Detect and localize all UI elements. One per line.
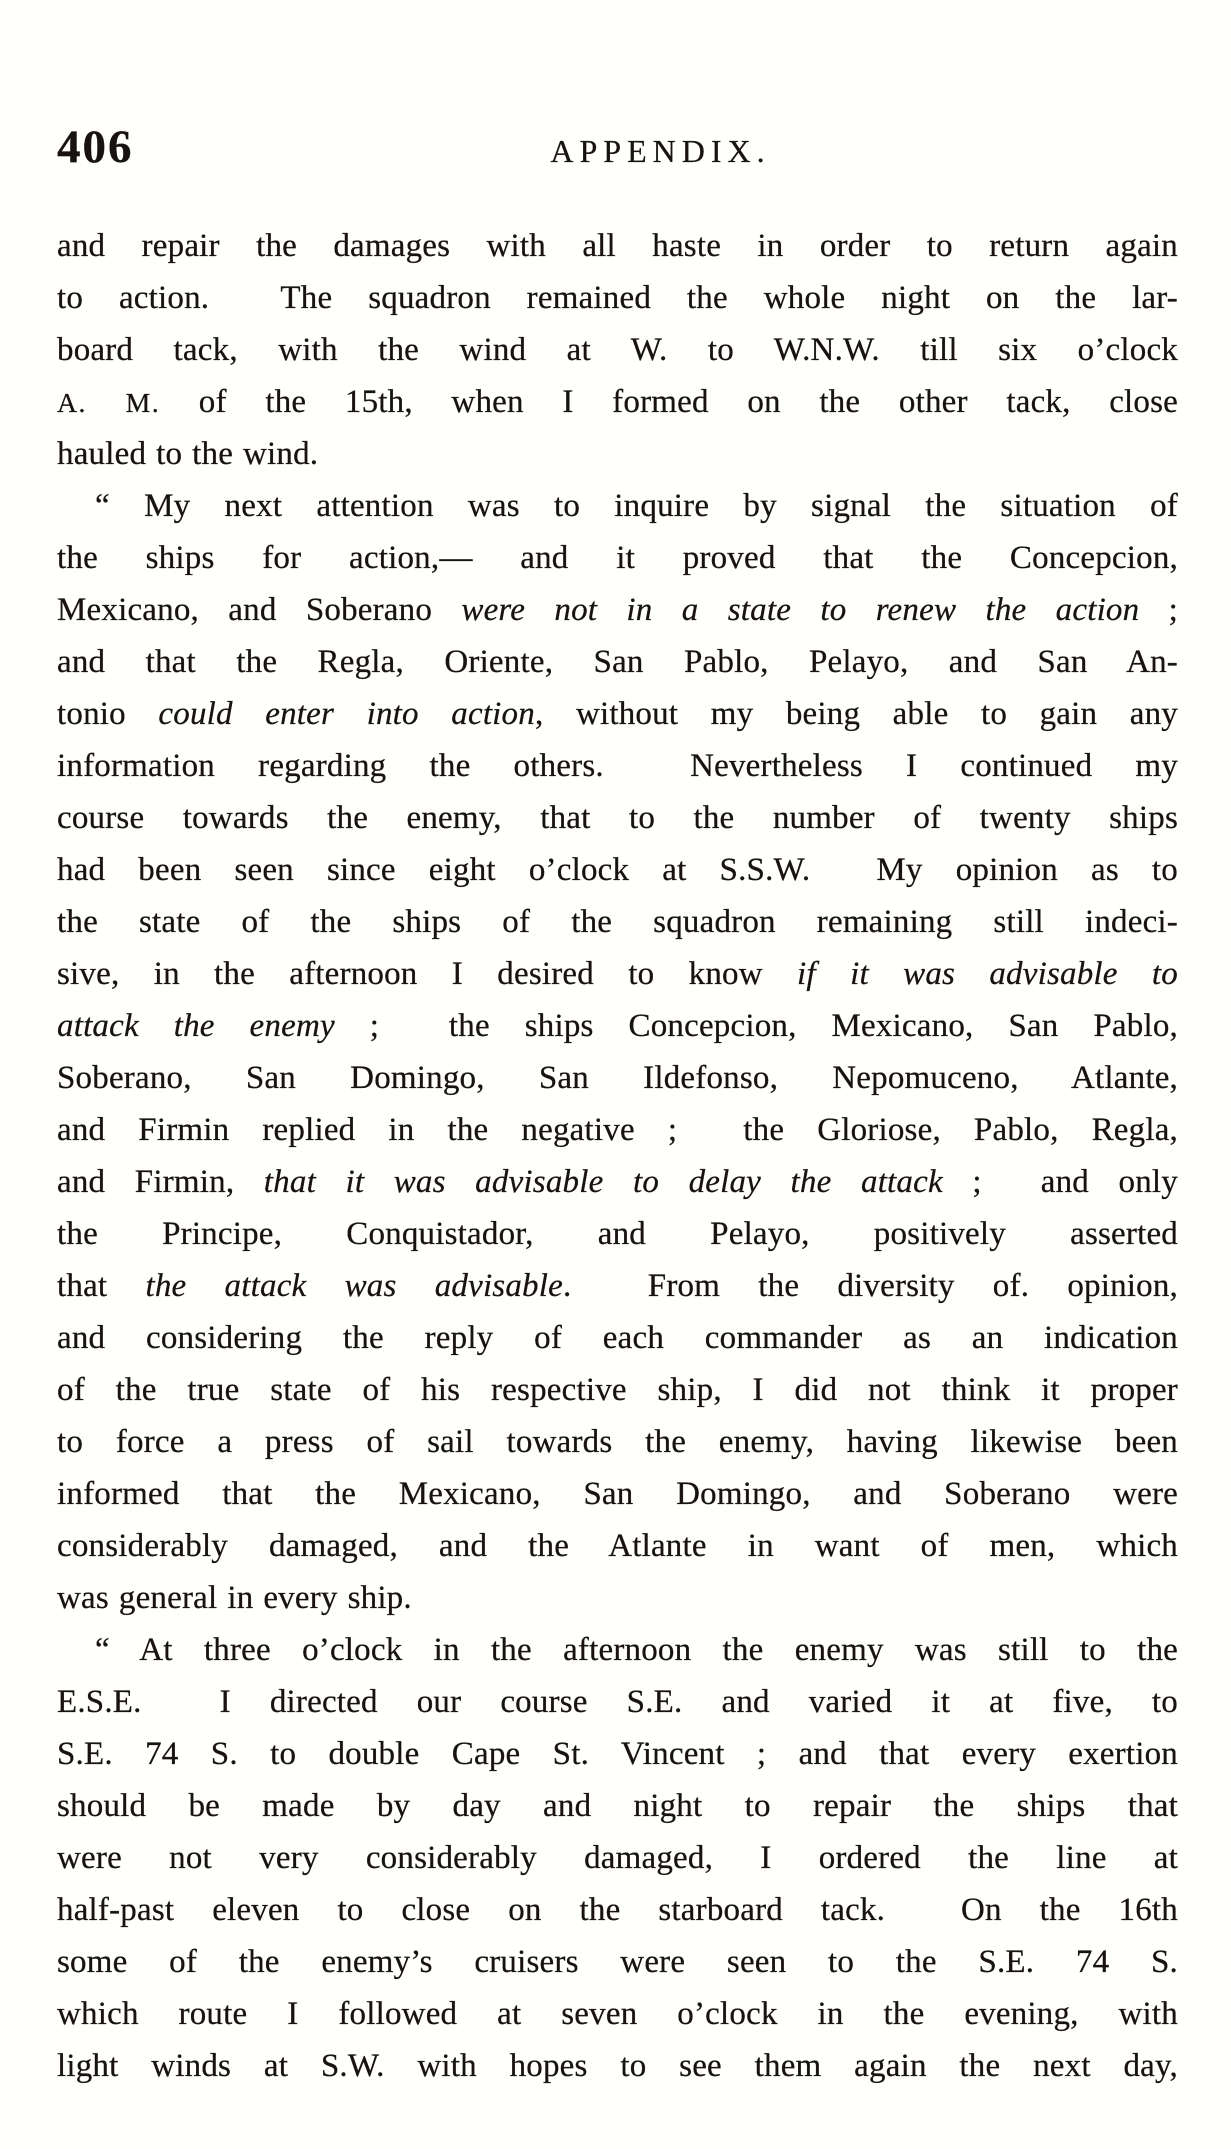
- text-segment: and considering the reply of each commander as an indication: [57, 1320, 1178, 1356]
- text-line: [57, 376, 1178, 428]
- text-segment: of the 15th, when I formed on the other tack, close: [160, 384, 1179, 420]
- text-segment: had been seen since eight o’clock at S.S.W. My opinion as to: [57, 852, 1178, 888]
- italic-segment: were not in a state to renew the action: [461, 592, 1140, 628]
- running-head: APPENDIX.: [550, 133, 771, 169]
- text-segment: was general in every ship.: [57, 1580, 412, 1616]
- text-segment: board tack, with the wind at W. to W.N.W. till six o’clock: [57, 332, 1178, 368]
- text-line: [57, 1728, 1178, 1780]
- text-line: [57, 532, 1178, 584]
- paragraph: [57, 220, 1178, 480]
- text-line: [57, 1884, 1178, 1936]
- text-segment: informed that the Mexicano, San Domingo, and Soberano were: [57, 1476, 1178, 1512]
- page-header: [57, 0, 1178, 171]
- text-segment: to action. The squadron remained the whole night on the lar-: [57, 280, 1178, 316]
- text-line: [57, 1364, 1178, 1416]
- text-line: [57, 1468, 1178, 1520]
- text-line: [57, 220, 1178, 272]
- text-line: [57, 1000, 1178, 1052]
- text-line: [57, 324, 1178, 376]
- text-line: [57, 1988, 1178, 2040]
- text-segment: to force a press of sail towards the enemy, having likewise been: [57, 1424, 1178, 1460]
- text-segment: were not very considerably damaged, I ordered the line at: [57, 1840, 1178, 1876]
- text-segment: Mexicano, and Soberano: [57, 592, 462, 628]
- text-segment: Soberano, San Domingo, San Ildefonso, Nepomuceno, Atlante,: [57, 1060, 1178, 1096]
- text-segment: “ At three o’clock in the afternoon the enemy was still to the: [95, 1632, 1178, 1668]
- text-segment: the Principe, Conquistador, and Pelayo, positively asserted: [57, 1216, 1178, 1252]
- text-segment: information regarding the others. Nevertheless I continued my: [57, 748, 1178, 784]
- text-line: [57, 1780, 1178, 1832]
- text-line: [57, 1208, 1178, 1260]
- paragraph: [57, 480, 1178, 1624]
- text-line: [57, 636, 1178, 688]
- text-segment: hauled to the wind.: [57, 436, 319, 472]
- text-line: [57, 896, 1178, 948]
- text-segment: course towards the enemy, that to the number of twenty ships: [57, 800, 1178, 836]
- text-segment: the ships for action,— and it proved that the Concepcion,: [57, 540, 1178, 576]
- text-segment: and that the Regla, Oriente, San Pablo, Pelayo, and San An-: [57, 644, 1178, 680]
- text-segment: light winds at S.W. with hopes to see them again the next day,: [57, 2048, 1178, 2084]
- italic-segment: the attack was advisable: [145, 1268, 563, 1304]
- text-line: [57, 1832, 1178, 1884]
- italic-segment: could enter into action: [158, 696, 535, 732]
- text-line: [57, 740, 1178, 792]
- text-line: [57, 2040, 1178, 2092]
- text-segment: of the true state of his respective ship, I did not think it proper: [57, 1372, 1178, 1408]
- text-line: [57, 1416, 1178, 1468]
- text-line: [57, 1312, 1178, 1364]
- text-segment: considerably damaged, and the Atlante in want of men, which: [57, 1528, 1178, 1564]
- text-line: [57, 688, 1178, 740]
- text-segment: ;: [1139, 592, 1178, 628]
- text-segment: sive, in the afternoon I desired to know: [57, 956, 798, 992]
- text-line: [57, 1520, 1178, 1572]
- text-segment: S.E. 74 S. to double Cape St. Vincent ; and that every exertion: [57, 1736, 1178, 1772]
- text-segment: . From the diversity of. opinion,: [562, 1268, 1179, 1304]
- text-segment: which route I followed at seven o’clock in the evening, with: [57, 1996, 1178, 2032]
- text-line: [57, 1156, 1178, 1208]
- text-line: [57, 844, 1178, 896]
- page-number: 406: [57, 121, 134, 173]
- italic-segment: attack the enemy: [57, 1008, 335, 1044]
- text-line: [57, 1936, 1178, 1988]
- text-segment: “ My next attention was to inquire by signal the situation of: [95, 488, 1178, 524]
- text-segment: the state of the ships of the squadron remaining still indeci-: [57, 904, 1178, 940]
- text-line: [57, 1260, 1178, 1312]
- text-segment: that: [57, 1268, 146, 1304]
- text-segment: and Firmin,: [57, 1164, 264, 1200]
- paragraph: [57, 1624, 1178, 2092]
- text-segment: E.S.E. I directed our course S.E. and varied it at five, to: [57, 1684, 1178, 1720]
- text-line: [57, 428, 1178, 480]
- text-line: [57, 1104, 1178, 1156]
- text-line: [57, 584, 1178, 636]
- text-segment: , without my being able to gain any: [534, 696, 1178, 732]
- text-line: [57, 1676, 1178, 1728]
- text-segment: ; and only: [942, 1164, 1178, 1200]
- text-line: [57, 480, 1178, 532]
- text-line: [57, 1624, 1178, 1676]
- smallcaps-segment: A. M.: [57, 387, 161, 418]
- page-body: [57, 220, 1178, 2092]
- text-line: [57, 272, 1178, 324]
- italic-segment: that it was advisable to delay the attack: [263, 1164, 943, 1200]
- text-segment: tonio: [57, 696, 159, 732]
- text-segment: half-past eleven to close on the starboard tack. On the 16th: [57, 1892, 1178, 1928]
- text-line: [57, 1572, 1178, 1624]
- text-segment: and Firmin replied in the negative ; the Gloriose, Pablo, Regla,: [57, 1112, 1178, 1148]
- text-line: [57, 792, 1178, 844]
- text-segment: and repair the damages with all haste in order to return again: [57, 228, 1178, 264]
- text-segment: some of the enemy’s cruisers were seen to the S.E. 74 S.: [57, 1944, 1178, 1980]
- text-segment: should be made by day and night to repair the ships that: [57, 1788, 1178, 1824]
- text-segment: ; the ships Concepcion, Mexicano, San Pablo,: [334, 1008, 1178, 1044]
- italic-segment: if it was advisable to: [797, 956, 1178, 992]
- text-line: [57, 1052, 1178, 1104]
- text-line: [57, 948, 1178, 1000]
